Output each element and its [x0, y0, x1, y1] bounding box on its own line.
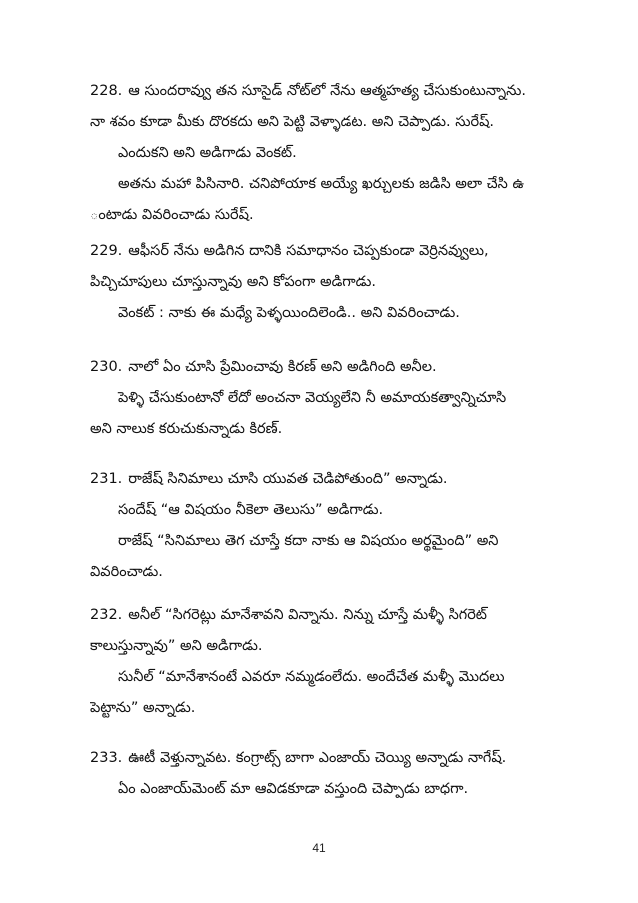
entry-text: రాజేష్ సినిమాలు చూసి యువత చెడిపోతుంది” అన్నాడు.	[128, 471, 448, 487]
entry-line: ఏం ఎంజాయ్‌మెంట్ మా ఆవిడకూడా వస్తుంది చెప్పాడు బాధగా.	[118, 781, 469, 797]
entry-line: సునీల్ “మానేశానంటే ఎవరూ నమ్మడంలేదు. అందేచేత మళ్ళీ మొదలు	[118, 669, 505, 685]
page-number: 41	[312, 841, 326, 855]
entry-line: కాలుస్తున్నావు” అని అడిగాడు.	[90, 638, 263, 654]
joke-entry-233	[90, 743, 568, 805]
joke-entry-232	[90, 600, 568, 724]
entry-line	[90, 236, 568, 267]
entry-text: నాలో ఏం చూసి ప్రేమించావు కిరణ్ అని అడిగింది అనీల.	[128, 359, 437, 375]
entry-line: వివరించాడు.	[90, 564, 163, 580]
entry-line: వెంకట్ : నాకు ఈ మధ్యే పెళ్ళయిందిలెండి.. అని వివరించాడు.	[118, 305, 460, 321]
entry-line	[90, 352, 568, 383]
joke-entry-230	[90, 352, 568, 445]
entry-line: సందేష్ “ఆ విషయం నీకెలా తెలుసు” అడిగాడు.	[118, 502, 384, 518]
entry-text: ఆఫీసర్ నేను అడిగిన దానికి సమాధానం చెప్పకుండా వెర్రినవ్వులు,	[128, 243, 489, 259]
entry-line: అతను మహా పిసినారి. చనిపోయాక అయ్యే ఖర్చులకు జడిసి అలా చేసి ఉ	[118, 176, 525, 192]
entry-number: 231.	[90, 471, 123, 487]
entry-line: పెట్టాను” అన్నాడు.	[90, 700, 196, 716]
entry-line: ంటాడు వివరించాడు సురేష్.	[90, 207, 254, 223]
entry-line: అని నాలుక కరుచుకున్నాడు కిరణ్.	[90, 421, 283, 437]
entry-line	[90, 600, 568, 631]
entry-text: ఆ సుందరావ్వు తన సూసైడ్ నోట్‌లో నేను ఆత్మహత్య చేసుకుంటున్నాను.	[128, 83, 526, 99]
entry-line: రాజేష్ “సినిమాలు తెగ చూస్తే కదా నాకు ఆ విషయం అర్థమైంది” అని	[118, 533, 499, 549]
entry-line	[90, 464, 568, 495]
entry-number: 233.	[90, 750, 123, 766]
joke-entry-229	[90, 236, 568, 329]
entry-text: ఊటీ వెళ్తున్నావట. కంగ్రాట్స్ బాగా ఎంజాయ్ చెయ్యి అన్నాడు నాగేష్.	[128, 750, 507, 766]
entry-line	[90, 76, 568, 107]
joke-entry-231	[90, 464, 568, 588]
entry-line: పిచ్చిచూపులు చూస్తున్నావు అని కోపంగా అడిగాడు.	[90, 274, 377, 290]
entry-line: ఎందుకని అని అడిగాడు వెంకట్.	[118, 145, 297, 161]
entry-line: పెళ్ళి చేసుకుంటానో లేదో అంచనా వెయ్యలేని నీ అమాయకత్వాన్నిచూసి	[118, 390, 507, 406]
entry-number: 228.	[90, 83, 123, 99]
entry-number: 232.	[90, 607, 123, 623]
entry-line: నా శవం కూడా మీకు దొరకదు అని పెట్టి వెళ్ళాడట. అని చెప్పాడు. సురేష్.	[90, 114, 495, 130]
entry-line	[90, 743, 568, 774]
joke-entry-228	[90, 76, 568, 231]
entry-number: 230.	[90, 359, 123, 375]
entry-text: అనీల్ “సిగరెట్లు మానేశావని విన్నాను. నిన్ను చూస్తే మళ్ళీ సిగరెట్	[128, 607, 487, 623]
entry-number: 229.	[90, 243, 123, 259]
